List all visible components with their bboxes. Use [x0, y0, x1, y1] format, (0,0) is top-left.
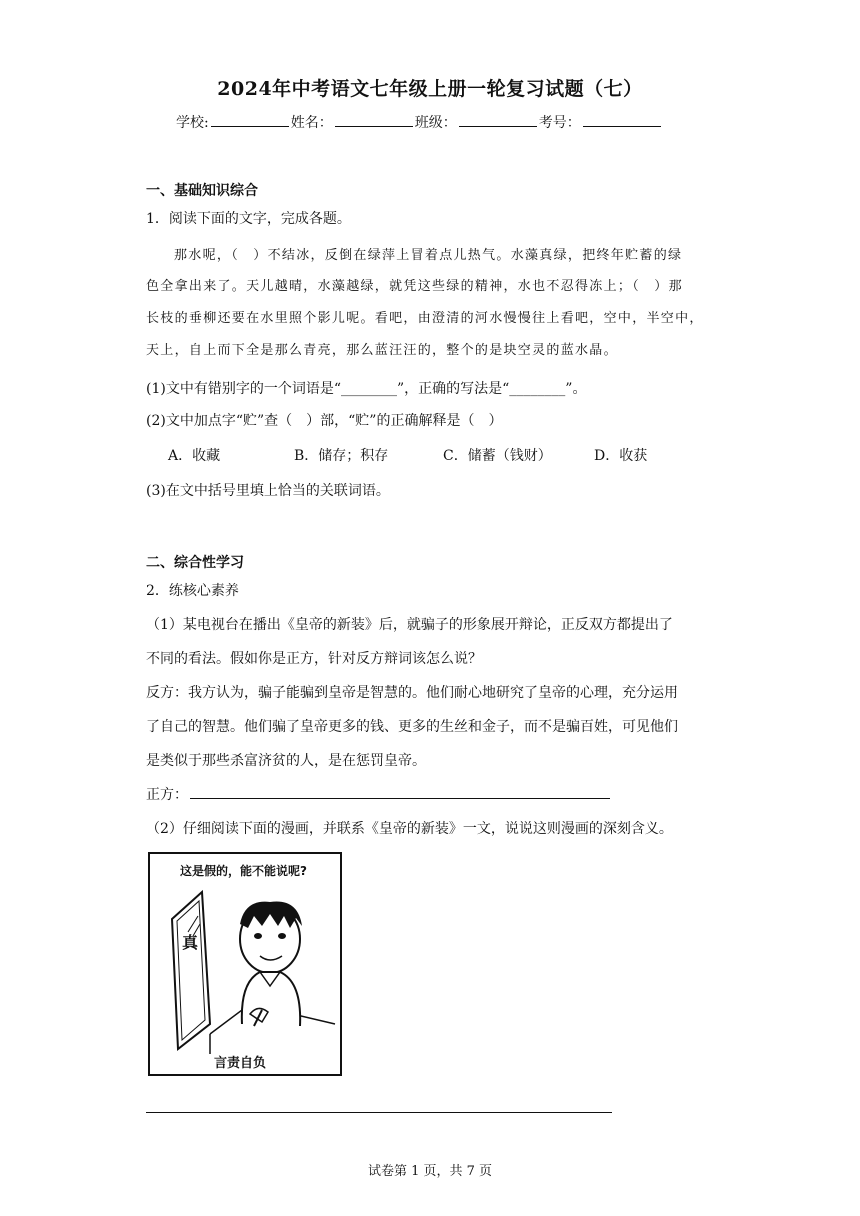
- page-title: 2024年中考语文七年级上册一轮复习试题（七）: [217, 78, 643, 100]
- section2-heading: 二、综合性学习: [146, 555, 244, 571]
- option-d[interactable]: D．收获: [594, 448, 648, 464]
- number-label: 考号：: [538, 115, 581, 131]
- opposition-line-1: 反方：我方认为，骗子能骗到皇帝是智慧的。他们耐心地研究了皇帝的心理，充分运用: [146, 685, 678, 701]
- cartoon-speech: 这是假的，能不能说呢?: [180, 864, 307, 878]
- cartoon-caption: 言责自负: [214, 1056, 267, 1071]
- subquestion-1: (1)文中有错别字的一个词语是“________”，正确的写法是“________”。: [146, 381, 587, 397]
- opposition-line-3: 是类似于那些杀富济贫的人，是在惩罚皇帝。: [146, 753, 426, 769]
- class-label: 班级：: [414, 115, 457, 131]
- option-b[interactable]: B．储存；积存: [294, 448, 389, 464]
- school-blank[interactable]: [211, 114, 289, 127]
- pro-answer-line[interactable]: [190, 798, 610, 799]
- passage-line-4: 天上，自上而下全是那么青亮，那么蓝汪汪的，整个的是块空灵的蓝水晶。: [146, 343, 618, 358]
- name-label: 姓名：: [290, 115, 333, 131]
- cartoon-image: [148, 852, 342, 1076]
- question2-stem: 2．练核心素养: [146, 583, 239, 599]
- cartoon-drawing: [150, 854, 340, 1074]
- opposition-line-2: 了自己的智慧。他们骗了皇帝更多的钱、更多的生丝和金子，而不是骗百姓，可见他们: [146, 719, 678, 735]
- passage-line-1: 那水呢，（ ）不结冰，反倒在绿萍上冒着点儿热气。水藻真绿，把终年贮蓄的绿: [174, 248, 683, 263]
- page-footer: 试卷第 1 页，共 7 页: [367, 1164, 493, 1179]
- passage-line-3: 长枝的垂柳还要在水里照个影儿呢。看吧，由澄清的河水慢慢往上看吧，空中，半空中，: [146, 311, 704, 326]
- name-blank[interactable]: [335, 114, 413, 127]
- section1-heading: 一、基础知识综合: [146, 183, 258, 199]
- question1-stem: 1．阅读下面的文字，完成各题。: [146, 211, 351, 227]
- passage-line-2: 色全拿出来了。天儿越晴，水藻越绿，就凭这些绿的精神，水也不忍得冻上；（ ）那: [146, 279, 683, 294]
- mirror-character: 真: [182, 933, 199, 952]
- pro-label: 正方：: [146, 787, 188, 803]
- prompt-1-line-2: 不同的看法。假如你是正方，针对反方辩词该怎么说？: [146, 651, 482, 667]
- subquestion-2: (2)文中加点字“贮”查（ ）部，“贮”的正确解释是（ ）: [146, 413, 503, 429]
- number-blank[interactable]: [583, 114, 661, 127]
- student-info-row: [176, 112, 663, 132]
- cartoon-answer-line[interactable]: [146, 1112, 612, 1113]
- option-c[interactable]: C．储蓄（钱财）: [443, 448, 552, 464]
- option-a[interactable]: A．收藏: [168, 448, 221, 464]
- class-blank[interactable]: [459, 114, 537, 127]
- subquestion-3: (3)在文中括号里填上恰当的关联词语。: [146, 483, 390, 499]
- prompt-1-line-1: （1）某电视台在播出《皇帝的新装》后，就骗子的形象展开辩论，正反双方都提出了: [146, 617, 673, 633]
- school-label: 学校:: [176, 115, 209, 131]
- prompt-2: （2）仔细阅读下面的漫画，并联系《皇帝的新装》一文，说说这则漫画的深刻含义。: [146, 821, 673, 837]
